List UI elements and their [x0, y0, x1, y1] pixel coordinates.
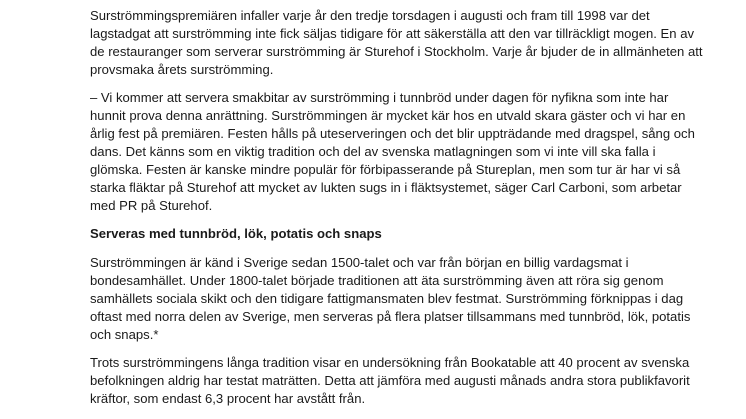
paragraph-premiere: Surströmmingspremiären infaller varje år den tredje torsdagen i augusti och fram till 1998 var det lagstadgat att surströmming inte fick säljas tidigare för att säkerställa att den var tillräckligt mogen. En av de restauranger som serverar surströmming är Sturehof i Stockholm. Varje år bjuder de in allmänheten att provsmaka årets surströmming. [90, 8, 703, 77]
paragraph-history: Surströmmingen är känd i Sverige sedan 1500-talet och var från början en billig vardagsmat i bondesamhället. Under 1800-talet började traditionen att äta surströmming även att röra sig genom samhällets sociala skikt och den tidigare fattigmansmaten blev festmat. Surströmming förknippas i dag oftast med norra delen av Sverige, men serveras på flera platser tillsammans med tunnbröd, lök, potatis och snaps.* [90, 255, 691, 342]
paragraph-quote-sturehof: – Vi kommer att servera smakbitar av surströmming i tunnbröd under dagen för nyfikna som inte har hunnit prova denna anrättning. Surströmmingen är mycket kär hos en utvald skara gäster och vi har en årlig fest på premiären. Festen hålls på uteserveringen och det blir uppträdande med dragspel, sång och dans. Det känns som en viktig tradition och del av svenska matlagningen som vi inte vill ska falla i glömska. Festen är kanske mindre populär för förbipasserande på Stureplan, men som tur är har vi så starka fläktar på Sturehof att mycket av lukten sugs in i fläktsystemet, säger Carl Carboni, som arbetar med PR på Sturehof. [90, 90, 695, 213]
paragraph-survey: Trots surströmmingens långa tradition visar en undersökning från Bookatable att 40 procent av svenska befolkningen aldrig har testat maträtten. Detta att jämföra med augusti månads andra stora publikfavorit kräftor, som endast 6,3 procent har avstått från. [90, 355, 690, 406]
section-heading: Serveras med tunnbröd, lök, potatis och snaps [90, 226, 382, 241]
